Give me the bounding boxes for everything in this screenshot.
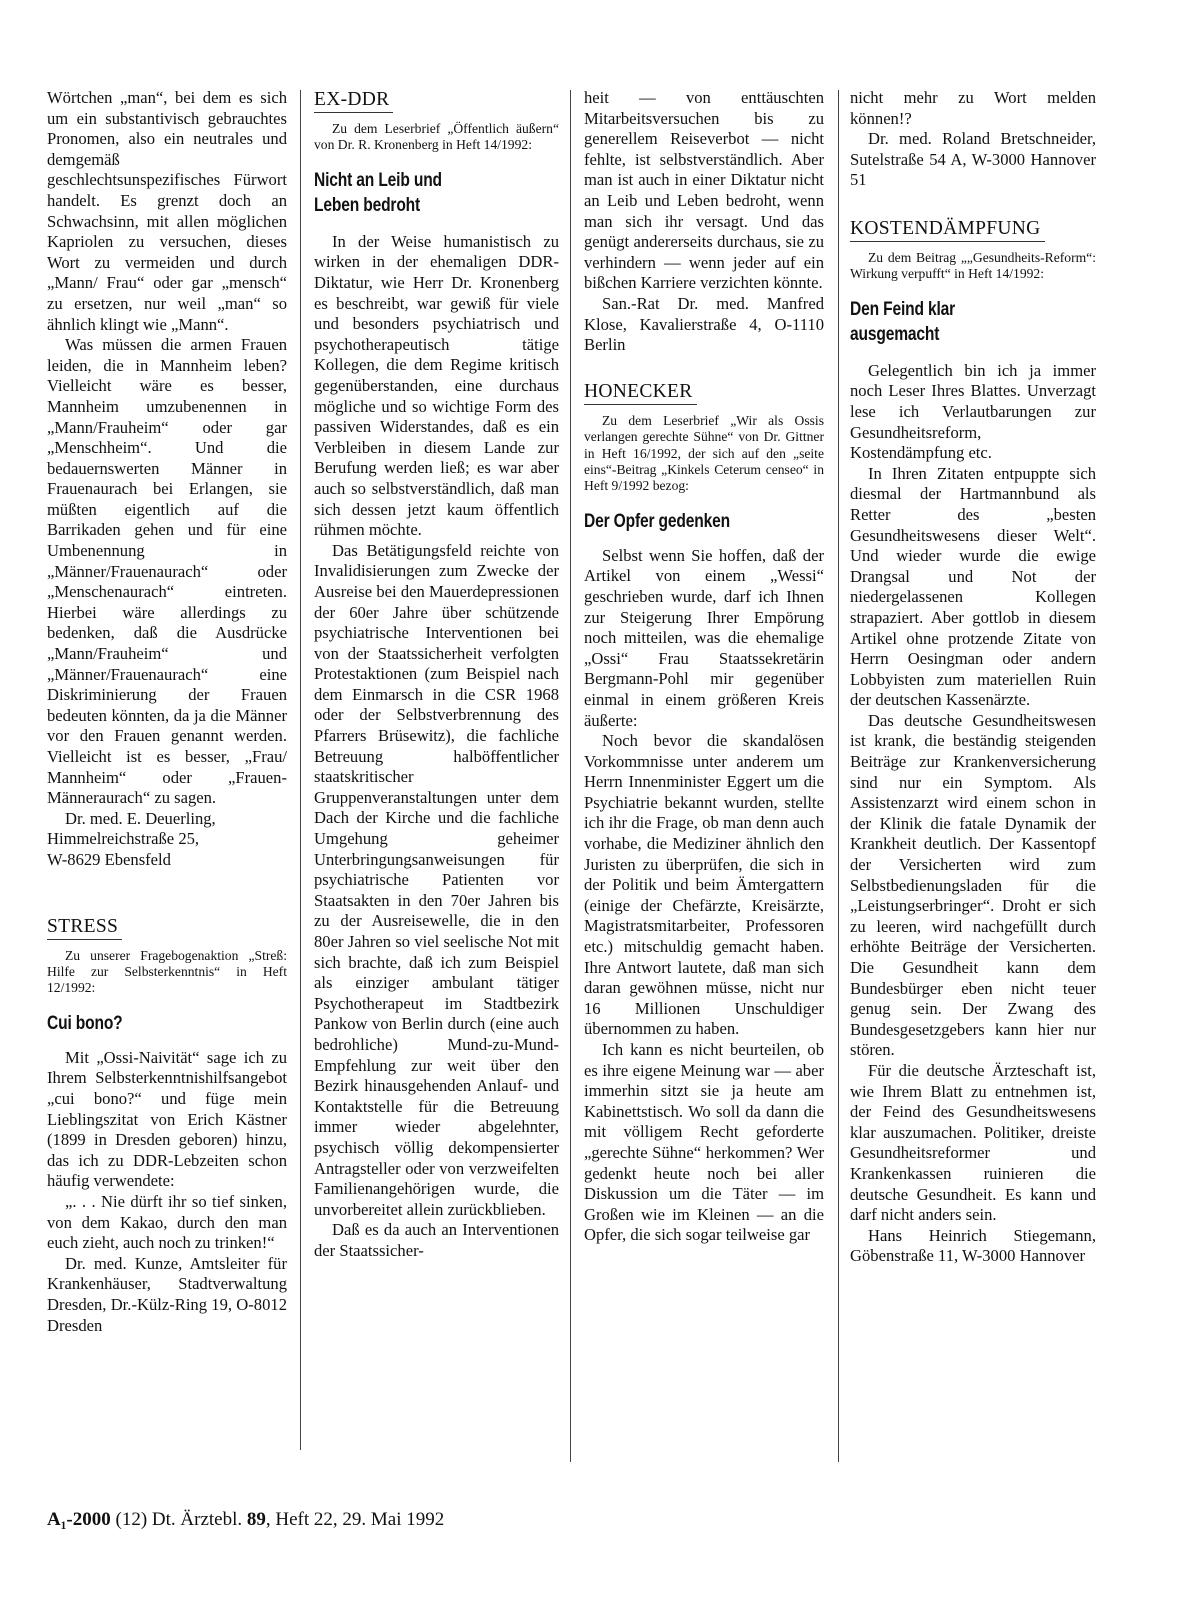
- column-4: [850, 88, 1096, 1267]
- signature-street-text: Himmelreichstraße 25,: [47, 829, 200, 849]
- section-label: KOSTENDÄMPFUNG: [850, 217, 1045, 242]
- letter-paragraph: heit — von enttäuschten Mitarbeitsversuchen bis zu generellem Reiseverbot — nicht fehlte, ist selbstverständlich. Aber man ist auch in einer Diktatur nicht an Leib und Leben bedroht, wenn man sich ihr versagt. Und das genügt andererseits durchaus, sie zu verhindern — wenn jeder auf ein bißchen Karriere verzichten könnte.: [584, 88, 824, 293]
- letter-intro: Zu dem Beitrag „„Gesundheits-Reform“: Wirkung verpufft“ in Heft 14/1992:: [850, 249, 1096, 282]
- column-divider: [838, 90, 839, 1462]
- letter-intro: Zu unserer Fragebogenaktion „Streß: Hilfe zur Selbsterkenntnis“ in Heft 12/1992:: [47, 947, 287, 996]
- column-1: [47, 88, 287, 1336]
- section-label: EX-DDR: [314, 88, 393, 113]
- letter-paragraph: Mit „Ossi-Naivität“ sage ich zu Ihrem Selbsterkenntnishilfsangebot „cui bono?“ und füge mein Lieblingszitat von Erich Kästner (1899 in Dresden geboren) hinzu, das ich zu DDR-Lebzeiten schon häufig verwendete:: [47, 1047, 287, 1191]
- letter-signature-city: W-8629 Ebensfeld: [47, 849, 171, 869]
- letter-headline: [314, 168, 559, 218]
- column-2: [314, 88, 559, 1262]
- letter-paragraph: Was müssen die armen Frauen leiden, die in Mannheim leben? Vielleicht wäre es besser, Mannheim umzubenennen in „Mann/Frauheim“ oder gar „Menschheim“. Und die bedauernswerten Männer in Frauenaurach bei Erlangen, sie müßten eigentlich auf die Barrikaden gehen und für eine Umbenennung in „Männer/Frauenaurach“ oder „Menschenaurach“ eintreten. Hierbei wäre allerdings zu bedenken, daß die Ausdrücke „Mann/Frauheim“ und „Männer/Frauenaurach“ eine Diskriminierung der Frauen bedeuten könnten, da ja die Männer vor den Frauen genannt werden. Vielleicht ist es besser, „Frau/ Mannheim“ oder „Frauen-Männeraurach“ zu sagen.: [47, 335, 287, 808]
- letter-headline: Cui bono?: [47, 1012, 123, 1034]
- headline-line: ausgemacht: [850, 323, 940, 345]
- letter-signature: Dr. med. Kunze, Amtsleiter für Krankenhäuser, Stadtverwaltung Dresden, Dr.-Külz-Ring 19, O-8012 Dresden: [47, 1253, 287, 1335]
- page-code: A₁-2000: [47, 1509, 111, 1530]
- section-label: STRESS: [47, 915, 122, 940]
- letter-paragraph: Selbst wenn Sie hoffen, daß der Artikel von einem „Wessi“ geschrieben wurde, darf ich Ihnen zur Steigerung Ihrer Empörung noch mitteilen, was die ehemalige „Ossi“ Frau Staatssekretärin Bergmann-Pohl mir gegenüber einmal in einem größeren Kreis äußerte:: [584, 545, 824, 730]
- letter-signature: San.-Rat Dr. med. Manfred Klose, Kavalierstraße 4, O-1110 Berlin: [584, 293, 824, 355]
- issue-date: , Heft 22, 29. Mai 1992: [265, 1509, 445, 1530]
- letter-paragraph: Das deutsche Gesundheitswesen ist krank, die beständig steigenden Beiträge zur Krankenversicherung sind nur ein Symptom. Als Assistenzarzt wird einem schon in der Klinik die fatale Dynamik der Krankheit deutlich. Der Kassentopf der Versicherten wird zum Selbstbedienungsladen für die „Leistungserbringer“. Droht er sich zu leeren, wird nachgefüllt durch erhöhte Beiträge der Versicherten. Die Gesundheit kann dem Bundesbürger eben nicht teuer genug sein. Der Zwang des Bundesgesetzgebers kann hier nur stören.: [850, 710, 1096, 1060]
- letter-paragraph: Gelegentlich bin ich ja immer noch Leser Ihres Blattes. Unverzagt lese ich Verlautbarungen zur Gesundheitsreform, Kostendämpfung etc.: [850, 360, 1096, 463]
- column-divider: [570, 90, 571, 1462]
- column-divider: [300, 90, 301, 1450]
- letter-headline: Der Opfer gedenken: [584, 510, 730, 532]
- letter-paragraph: Wörtchen „man“, bei dem es sich um ein substantivisch gebrauchtes Pronomen, also ein neutrales und demgemäß geschlechtsunspezifisches Fürwort handelt. Es grenzt doch an Schwachsinn, mit allen möglichen Kapriolen zu versuchen, dieses Wort zu vermeiden und durch „Mann/ Frau“ oder gar „mensch“ zu ersetzen, nur weil „man“ so ähnlich klingt wie „Mann“.: [47, 88, 287, 334]
- letter-signature-street: [47, 829, 287, 850]
- letter-paragraph: Daß es da auch an Interventionen der Staatssicher-: [314, 1220, 559, 1260]
- headline-line: Nicht an Leib und: [314, 169, 442, 191]
- section-label: HONECKER: [584, 380, 697, 405]
- letter-signature-name: Dr. med. E. Deuerling,: [65, 808, 216, 828]
- letter-intro: Zu dem Leserbrief „Wir als Ossis verlangen gerechte Sühne“ von Dr. Gittner in Heft 16/1992, der sich auf den „seite eins“-Beitrag „Kinkels Ceterum censeo“ in Heft 9/1992 bezog:: [584, 412, 824, 494]
- letter-paragraph: Für die deutsche Ärzteschaft ist, wie Ihrem Blatt zu entnehmen ist, der Feind des Gesundheitswesens klar auszumachen. Politiker, dreiste Gesundheitsreformer und Krankenkassen ruinieren die deutsche Gesundheit. Es kann und darf nicht anders sein.: [850, 1060, 1096, 1225]
- letter-headline: [850, 297, 1096, 347]
- letter-paragraph: „. . . Nie dürft ihr so tief sinken, von dem Kakao, durch den man euch zieht, auch noch zu trinken!“: [47, 1191, 287, 1253]
- letter-paragraph: Das Betätigungsfeld reichte von Invalidisierungen zum Zwecke der Ausreise bei den Mauerdepressionen der 60er Jahre über schützende psychiatrische Interventionen bei von der Staatssicherheit verfolgten Protestaktionen (zum Beispiel nach dem Einmarsch in die CSR 1968 oder der Selbstverbrennung des Pfarrers Brüsewitz), die fachliche Betreuung halböffentlicher staatskritischer Gruppenveranstaltungen unter dem Dach der Kirche und die fachliche Umgehung geheimer Unterbringungsanweisungen für psychiatrische Patienten vor Staatsakten in den 70er Jahren bis zu der Ausreisewelle, die in den 80er Jahren so viel seelische Not mit sich brachte, daß ich zum Beispiel als einziger ambulant tätiger Psychotherapeut im Stadtbezirk Pankow von Berlin durch (eine auch bedrohliche) Mund-zu-Mund-Empfehlung zur weit über den Bezirk hinausgehenden Anlauf- und Kontaktstelle für die Betreuung immer wieder abgelehnter, psychisch völlig dekompensierter Antragsteller oder von verzweifelten Familienangehörigen wurde, die unvorbereitet allein zurückblieben.: [314, 540, 559, 1219]
- letter-signature: Hans Heinrich Stiegemann, Göbenstraße 11, W-3000 Hannover: [850, 1225, 1096, 1266]
- page-footer: [47, 1508, 444, 1532]
- letter-paragraph: nicht mehr zu Wort melden können!?: [850, 88, 1096, 128]
- letter-paragraph: In Ihren Zitaten entpuppte sich diesmal der Hartmannbund als Retter des „besten Gesundheitswesens dieser Welt“. Und wieder wurde die ewige Drangsal und Not der niedergelassenen Kollegen strapaziert. Aber gottlob in diesem Artikel ohne protzende Zitate von Herrn Oesingman oder andern Lobbyisten zum materiellen Ruin der deutschen Kassenärzte.: [850, 463, 1096, 710]
- headline-line: Den Feind klar: [850, 298, 956, 320]
- column-3: [584, 88, 824, 1246]
- letter-paragraph: Noch bevor die skandalösen Vorkommnisse unter anderem um Herrn Innenminister Eggert um die Psychiatrie bekannt wurden, stellte ich ihr die Frage, ob man denn auch vorhabe, die Mediziner ähnlich den Juristen zu überprüfen, die sich in der Politik und beim Ämtergattern (einige der Chefärzte, Kreisärzte, Magistratsmitarbeiter, Professoren etc.) mitschuldig gemacht haben. Ihre Antwort lautete, daß man sich daran gewöhnen müsse, nicht nur 16 Millionen Unschuldiger übernommen zu haben.: [584, 731, 824, 1039]
- letter-signature: Dr. med. Roland Bretschneider, Sutelstraße 54 A, W-3000 Hannover 51: [850, 129, 1096, 190]
- headline-line: Leben bedroht: [314, 194, 421, 216]
- issue-label: (12) Dt. Ärztebl.: [115, 1509, 243, 1530]
- letter-paragraph: Ich kann es nicht beurteilen, ob es ihre eigene Meinung war — aber immerhin sitzt sie ja heute am Kabinettstisch. Wo soll da dann die mit völligem Recht geforderte „gerechte Sühne“ herkommen? Wer gedenkt heute noch bei aller Diskussion um die Täter — im Großen wie im Kleinen — an die Opfer, die sich sogar teilweise gar: [584, 1040, 824, 1245]
- letter-intro: Zu dem Leserbrief „Öffentlich äußern“ von Dr. R. Kronenberg in Heft 14/1992:: [314, 121, 559, 153]
- volume-number: 89: [246, 1509, 266, 1530]
- letter-paragraph: In der Weise humanistisch zu wirken in der ehemaligen DDR-Diktatur, wie Herr Dr. Kronenberg es beschreibt, war gewiß für viele und besonders psychiatrisch und psychotherapeutisch tätige Kollegen, die dem Regime kritisch gegenüberstanden, eine durchaus mögliche und so wichtige Form des passiven Widerstandes, daß es ein Verbleiben in diesem Lande zur Berufung werden ließ; es war aber auch so selbstverständlich, daß man sich dessen jetzt kaum öffentlich rühmen möchte.: [314, 231, 559, 540]
